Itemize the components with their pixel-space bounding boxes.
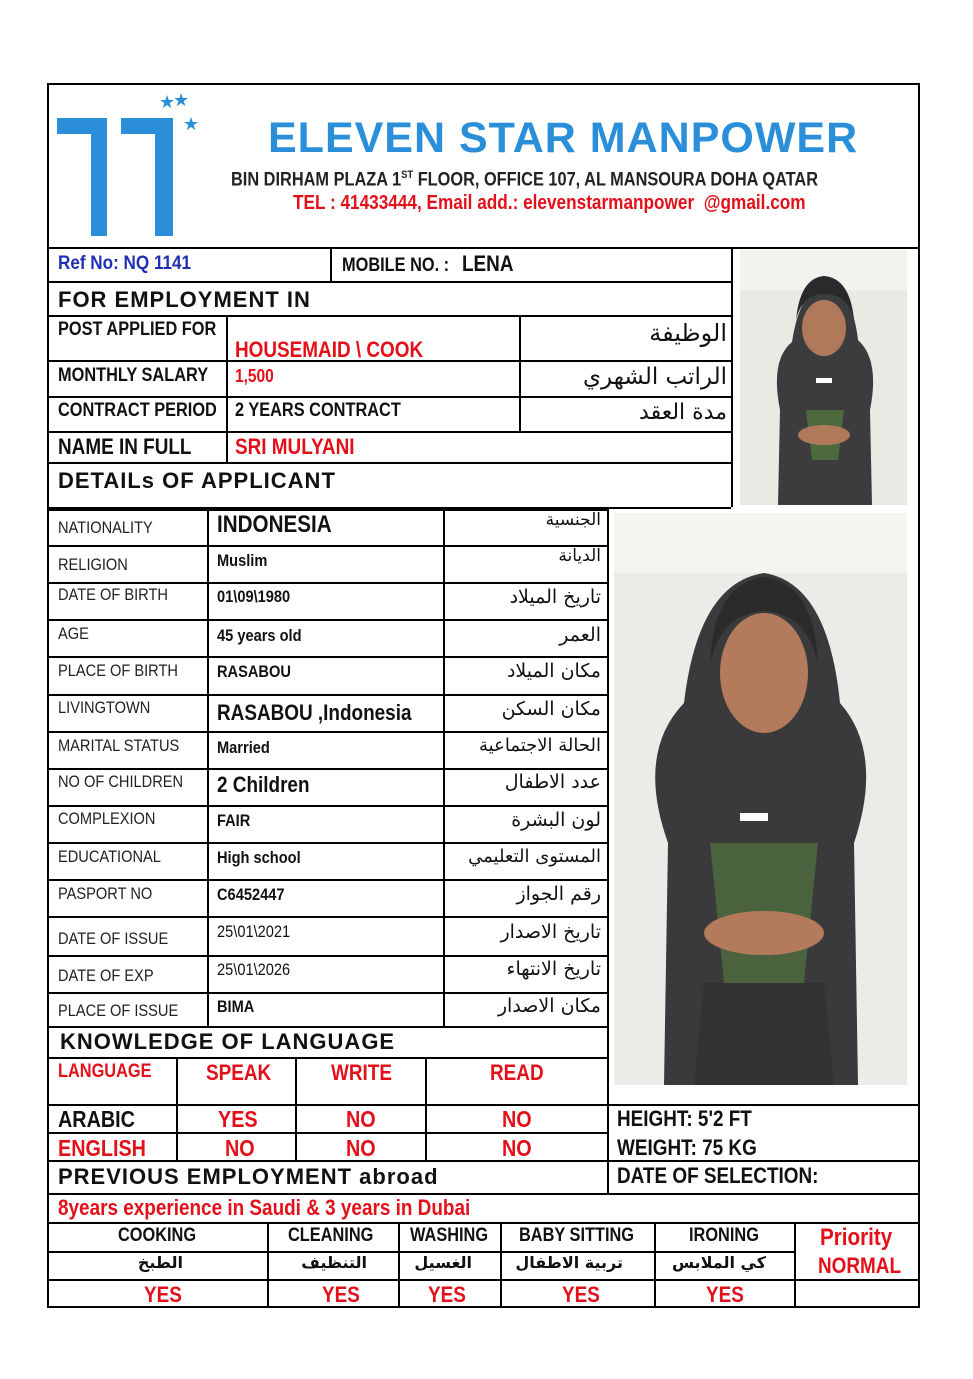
rule bbox=[47, 694, 607, 696]
detail-label-place-of-birth: PLACE OF BIRTH bbox=[58, 661, 178, 680]
rule bbox=[794, 1222, 796, 1308]
rule bbox=[295, 1057, 297, 1160]
lang-header-speak: SPEAK bbox=[206, 1060, 272, 1085]
rule bbox=[47, 842, 607, 844]
rule bbox=[47, 768, 607, 770]
skill-arabic-ironing: كي الملابس bbox=[671, 1253, 766, 1272]
ref-number: Ref No: NQ 1141 bbox=[58, 253, 192, 274]
skill-value-cleaning: YES bbox=[322, 1282, 360, 1307]
rule bbox=[47, 916, 607, 918]
post-applied-arabic: الوظيفة bbox=[649, 319, 727, 347]
rule bbox=[47, 805, 607, 807]
previous-experience: 8years experience in Saudi & 3 years in Dubai bbox=[58, 1195, 471, 1220]
detail-label-place-of-issue: PLACE OF ISSUE bbox=[58, 1001, 179, 1020]
detail-label-age: AGE bbox=[58, 624, 89, 643]
skill-name-baby-sitting: BABY SITTING bbox=[519, 1225, 634, 1246]
rule bbox=[654, 1222, 656, 1308]
detail-label-children: NO OF CHILDREN bbox=[58, 772, 184, 791]
skill-name-ironing: IRONING bbox=[689, 1225, 759, 1246]
svg-text:★: ★ bbox=[183, 114, 200, 135]
address-pre: BIN DIRHAM PLAZA 1 bbox=[231, 169, 402, 191]
detail-value-livingtown: RASABOU ,Indonesia bbox=[217, 700, 412, 725]
address-sup: ST bbox=[401, 169, 414, 181]
monthly-salary-label: MONTHLY SALARY bbox=[58, 365, 209, 386]
lang-arabic-read: NO bbox=[502, 1106, 532, 1132]
company-logo bbox=[55, 88, 205, 238]
detail-arabic-complexion: لون البشرة bbox=[511, 809, 601, 831]
post-applied-label: POST APPLIED FOR bbox=[58, 319, 217, 340]
detail-label-date-of-exp: DATE OF EXP bbox=[58, 966, 154, 985]
rule bbox=[176, 1057, 178, 1160]
priority-value: NORMAL bbox=[818, 1253, 902, 1278]
skill-value-washing: YES bbox=[428, 1282, 466, 1307]
detail-label-religion: RELIGION bbox=[58, 555, 128, 574]
skill-value-cooking: YES bbox=[144, 1282, 182, 1307]
skill-arabic-cooking: الطبخ bbox=[137, 1253, 183, 1272]
skill-arabic-baby-sitting: تربية الاطفال bbox=[515, 1253, 623, 1272]
rule bbox=[226, 315, 228, 462]
detail-value-date-of-exp: 25\01\2026 bbox=[217, 960, 291, 979]
detail-arabic-children: عدد الاطفال bbox=[504, 771, 601, 793]
rule bbox=[47, 582, 607, 584]
lang-english-write: NO bbox=[346, 1135, 376, 1161]
full-name-label: NAME IN FULL bbox=[58, 434, 192, 459]
rule bbox=[267, 1222, 269, 1308]
detail-value-place-of-issue: BIMA bbox=[217, 997, 255, 1016]
contract-period-arabic: مدة العقد bbox=[639, 400, 727, 425]
rule bbox=[47, 731, 607, 733]
rule bbox=[47, 992, 607, 994]
detail-value-complexion: FAIR bbox=[217, 811, 251, 830]
monthly-salary-value: 1,500 bbox=[235, 366, 274, 386]
lang-english-speak: NO bbox=[225, 1135, 255, 1161]
rule bbox=[47, 281, 731, 283]
photo-graphic bbox=[740, 250, 907, 505]
previous-heading-tail: abroad bbox=[352, 1164, 439, 1189]
detail-arabic-dob: تاريخ الميلاد bbox=[509, 586, 601, 608]
detail-label-educational: EDUCATIONAL bbox=[58, 847, 161, 866]
rule bbox=[500, 1222, 502, 1308]
detail-value-nationality: INDONESIA bbox=[217, 511, 332, 538]
rule bbox=[47, 1026, 607, 1028]
details-heading: DETAILs OF APPLICANT bbox=[58, 468, 336, 493]
detail-arabic-nationality: الجنسية bbox=[545, 510, 601, 530]
rule bbox=[47, 656, 607, 658]
lang-arabic-speak: YES bbox=[218, 1106, 258, 1132]
employment-heading: FOR EMPLOYMENT IN bbox=[58, 287, 311, 312]
skill-arabic-washing: الغسيل bbox=[414, 1253, 472, 1272]
skill-name-washing: WASHING bbox=[410, 1225, 489, 1246]
svg-text:★: ★ bbox=[159, 92, 176, 113]
lang-header-language: LANGUAGE bbox=[58, 1061, 152, 1082]
post-applied-value: HOUSEMAID \ COOK bbox=[235, 337, 424, 362]
rule bbox=[607, 509, 609, 1194]
detail-value-place-of-birth: RASABOU bbox=[217, 662, 291, 681]
lang-arabic-write: NO bbox=[346, 1106, 376, 1132]
skill-name-cooking: COOKING bbox=[118, 1225, 197, 1246]
applicant-photo-large bbox=[614, 513, 907, 1085]
rule bbox=[47, 1279, 920, 1281]
skill-name-cleaning: CLEANING bbox=[288, 1225, 374, 1246]
rule bbox=[47, 431, 731, 433]
company-contact: TEL : 41433444, Email add.: elevenstarmanpower @gmail.com bbox=[293, 192, 806, 214]
svg-text:★: ★ bbox=[173, 90, 190, 111]
detail-arabic-date-of-exp: تاريخ الانتهاء bbox=[506, 958, 601, 980]
detail-label-complexion: COMPLEXION bbox=[58, 809, 156, 828]
skill-value-baby-sitting: YES bbox=[562, 1282, 600, 1307]
skill-arabic-cleaning: التنظيف bbox=[301, 1253, 367, 1272]
lang-english-read: NO bbox=[502, 1135, 532, 1161]
detail-value-age: 45 years old bbox=[217, 626, 302, 645]
detail-arabic-place-of-birth: مكان الميلاد bbox=[506, 660, 601, 682]
language-heading: KNOWLEDGE OF LANGUAGE bbox=[60, 1029, 396, 1054]
photo-large-graphic bbox=[614, 513, 907, 1085]
rule bbox=[47, 1160, 920, 1162]
rule bbox=[47, 462, 731, 464]
mobile-value: LENA bbox=[462, 251, 514, 276]
detail-label-marital-status: MARITAL STATUS bbox=[58, 736, 180, 755]
rule bbox=[47, 1222, 920, 1224]
skill-value-ironing: YES bbox=[706, 1282, 744, 1307]
rule bbox=[731, 247, 733, 507]
rule bbox=[47, 396, 731, 398]
previous-heading-bold: PREVIOUS EMPLOYMENT bbox=[58, 1164, 353, 1189]
detail-arabic-educational: المستوى التعليمي bbox=[468, 846, 601, 867]
detail-arabic-livingtown: مكان السكن bbox=[501, 698, 601, 720]
detail-value-passport: C6452447 bbox=[217, 885, 285, 904]
lang-arabic: ARABIC bbox=[58, 1106, 135, 1132]
lang-header-read: READ bbox=[490, 1060, 544, 1085]
detail-arabic-age: العمر bbox=[559, 624, 601, 646]
full-name-value: SRI MULYANI bbox=[235, 434, 355, 459]
previous-heading bbox=[58, 1166, 439, 1188]
rule bbox=[519, 315, 521, 431]
detail-label-livingtown: LIVINGTOWN bbox=[58, 698, 151, 717]
detail-value-children: 2 Children bbox=[217, 772, 310, 797]
rule bbox=[47, 315, 731, 317]
detail-value-religion: Muslim bbox=[217, 551, 268, 570]
contract-period-label: CONTRACT PERIOD bbox=[58, 400, 217, 421]
company-address bbox=[231, 170, 818, 189]
rule bbox=[398, 1222, 400, 1308]
rule bbox=[330, 247, 332, 281]
date-of-selection-label: DATE OF SELECTION: bbox=[617, 1163, 819, 1188]
detail-label-passport: PASPORT NO bbox=[58, 884, 153, 903]
detail-arabic-place-of-issue: مكان الاصدار bbox=[497, 995, 601, 1017]
priority-label: Priority bbox=[820, 1224, 893, 1251]
detail-value-date-of-issue: 25\01\2021 bbox=[217, 922, 291, 941]
detail-arabic-date-of-issue: تاريخ الاصدار bbox=[500, 921, 601, 943]
contract-period-value: 2 YEARS CONTRACT bbox=[235, 400, 401, 421]
rule bbox=[47, 1057, 607, 1059]
rule bbox=[425, 1057, 427, 1160]
company-name: ELEVEN STAR MANPOWER bbox=[268, 114, 859, 162]
detail-arabic-religion: الديانة bbox=[558, 546, 601, 566]
detail-label-date-of-issue: DATE OF ISSUE bbox=[58, 929, 169, 948]
rule bbox=[47, 247, 920, 249]
height-value: HEIGHT: 5'2 FT bbox=[617, 1106, 752, 1131]
monthly-salary-arabic: الراتب الشهري bbox=[583, 364, 727, 390]
rule bbox=[47, 879, 607, 881]
detail-value-educational: High school bbox=[217, 848, 301, 867]
detail-label-dob: DATE OF BIRTH bbox=[58, 585, 168, 604]
mobile-label: MOBILE NO. : bbox=[342, 255, 450, 276]
applicant-photo-small bbox=[740, 250, 907, 505]
lang-english: ENGLISH bbox=[58, 1135, 146, 1161]
detail-arabic-passport: رقم الجواز bbox=[516, 883, 601, 905]
detail-value-dob: 01\09\1980 bbox=[217, 587, 291, 606]
rule bbox=[47, 955, 607, 957]
detail-arabic-marital-status: الحالة الاجتماعية bbox=[479, 735, 601, 756]
logo-graphic bbox=[55, 88, 205, 238]
address-post: FLOOR, OFFICE 107, AL MANSOURA DOHA QATAR bbox=[413, 169, 819, 191]
detail-value-marital-status: Married bbox=[217, 738, 270, 757]
weight-value: WEIGHT: 75 KG bbox=[617, 1135, 757, 1160]
rule bbox=[47, 1132, 607, 1134]
detail-label-nationality: NATIONALITY bbox=[58, 518, 153, 537]
rule bbox=[47, 619, 607, 621]
rule bbox=[47, 545, 607, 547]
lang-header-write: WRITE bbox=[331, 1060, 392, 1085]
